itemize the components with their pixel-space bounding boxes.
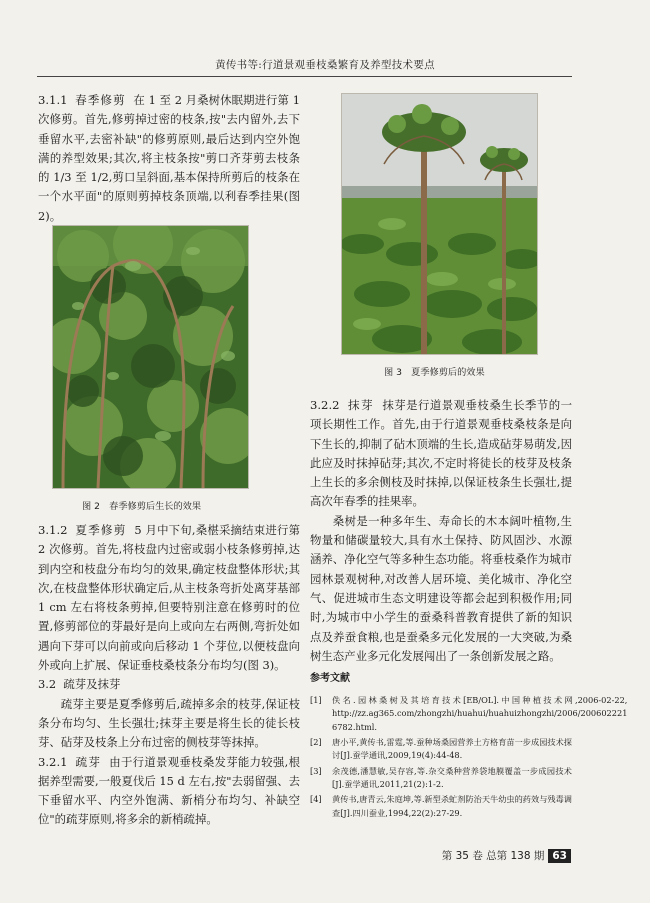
section-number: 3.2.2 bbox=[310, 398, 340, 412]
section-3-1-2 bbox=[38, 521, 300, 675]
references-title: 参考文献 bbox=[310, 673, 350, 685]
figure-3-photo bbox=[341, 93, 538, 355]
standard-mulberry-photo bbox=[342, 94, 537, 354]
section-body: 抹芽是行道景观垂枝桑生长季节的一项长期性工作。首先,由于行道景观垂枝桑枝条是向下生长的,抑制了砧木顶端的生长,造成砧芽易萌发,因此应及时抹掉砧芽;其次,不定时将徒长的枝芽及枝条上生长的多余侧枝及时抹掉,以保证枝条生长强壮,提高次年春季的挂果率。 bbox=[310, 398, 572, 509]
section-name: 抹芽 bbox=[347, 398, 375, 412]
section-number: 3.2.1 bbox=[38, 754, 68, 769]
section-body: 在 1 至 2 月桑树休眠期进行第 1 次修剪。首先,修剪掉过密的枝条,按"去内留外,去下垂留水平,去密补缺"的修剪原则,最后达到内空外饱满的养型效果;其次,将主枝条按"剪口齐芽剪去枝条的 1/3 至 1/2,剪口呈斜面,基本保持所剪后的枝条在一个水平面"的原则剪掉枝条顶端,以利春季挂果(图 2)。 bbox=[38, 93, 300, 223]
section-number: 3.1.1 bbox=[38, 93, 68, 107]
section-3-1-1 bbox=[38, 91, 300, 226]
section-name: 夏季修剪 bbox=[75, 523, 127, 537]
section-name: 春季修剪 bbox=[75, 93, 126, 107]
running-head: 黄传书等:行道景观垂枝桑繁育及养型技术要点 bbox=[215, 59, 435, 71]
figure-2-caption: 图 2 春季修剪后生长的效果 bbox=[82, 501, 202, 512]
mulberry-arch-photo bbox=[53, 226, 248, 488]
left-column-top bbox=[38, 91, 300, 226]
references-list bbox=[310, 694, 628, 820]
figure-2-photo bbox=[52, 225, 249, 489]
left-column-bottom bbox=[38, 521, 300, 830]
reference-item: [4] 黄传书,唐青云,朱庭坤,等.新型杀虻剂防治天牛幼虫的药效与残毒调查[J].四川蚕业,1994,22(2):27-29. bbox=[310, 794, 572, 818]
section-3-2-2 bbox=[310, 396, 572, 512]
section-number: 3.1.2 bbox=[38, 523, 68, 537]
right-column bbox=[310, 396, 628, 822]
volume-info: 第 35 卷 总第 138 期 bbox=[441, 850, 545, 862]
section-name: 疏芽 bbox=[75, 754, 102, 769]
section-body: 5 月中下旬,桑椹采摘结束进行第 2 次修剪。首先,将枝盘内过密或弱小枝条修剪掉,达到内空和枝盘分布均匀的效果,确定枝盘整体形状;其次,在枝盘整体形状确定后,从主枝条弯折处离芽基部 1 cm 左右将枝条剪掉,但要特别注意在修剪时的位置,修剪部位的芽最好是向上或向左右两侧,弯折处如遇向下芽可以向前或向后移动 1 个芽位,以便枝盘向外或向上扩展、保证垂枝桑枝条分布均匀(图 3)。 bbox=[38, 523, 300, 673]
section-number: 3.2 bbox=[38, 677, 57, 692]
page-footer bbox=[442, 848, 571, 863]
conclusion-paragraph: 桑树是一种多年生、寿命长的木本阔叶植物,生物量和储碳量较大,具有水土保持、防风固沙、水源涵养、净化空气等多种生态功能。将垂枝桑作为城市园林景观树种,对改善人居环境、美化城市、净化空气、促进城市生态文明建设等都会起到积极作用;同时,为城市中小学生的蚕桑科普教育提供了新的知识点及养蚕食粮,也是蚕桑多元化发展的一大突破,为桑树生态产业多元化发展闯出了一条创新发展之路。 bbox=[310, 513, 572, 663]
section-name: 疏芽及抹芽 bbox=[63, 677, 121, 692]
section-3-2-heading bbox=[38, 675, 300, 694]
reference-item: [1] 佚名.园林桑树及其培育技术[EB/OL].中国种植技术网,2006-02-22, http://zz.ag365.com/zhongzhi/huahui/huahuizhongzhi/2006/200602221 6782.html. bbox=[310, 695, 628, 732]
reference-item: [2] 唐小平,黄传书,雷霆,等.蚕种场桑园营养土方格育苗一步成园技术探讨[J].蚕学通讯,2009,19(4):44-48. bbox=[310, 737, 572, 761]
reference-item: [3] 余茂德,潘慧敏,吴存容,等.杂交桑种营养袋地膜覆盖一步成园技术[J].蚕学通讯,2011,21(2):1-2. bbox=[310, 765, 572, 789]
page-number: 63 bbox=[548, 849, 571, 863]
figure-3-caption: 图 3 夏季修剪后的效果 bbox=[384, 367, 485, 378]
section-body: 由于行道景观垂枝桑发芽能力较强,根据养型需要,一般夏伐后 15 d 左右,按"去弱留强、去下垂留水平、内空外饱满、新梢分布均匀、补缺空位"的疏芽原则,将多余的新梢疏掉。 bbox=[38, 754, 300, 827]
section-3-2-1 bbox=[38, 753, 300, 830]
header-rule bbox=[37, 76, 572, 77]
section-3-2-body: 疏芽主要是夏季修剪后,疏掉多余的枝芽,保证枝条分布均匀、生长强壮;抹芽主要是将生长的徒长枝芽、砧芽及枝条上分布过密的侧枝芽等抹掉。 bbox=[38, 696, 300, 750]
